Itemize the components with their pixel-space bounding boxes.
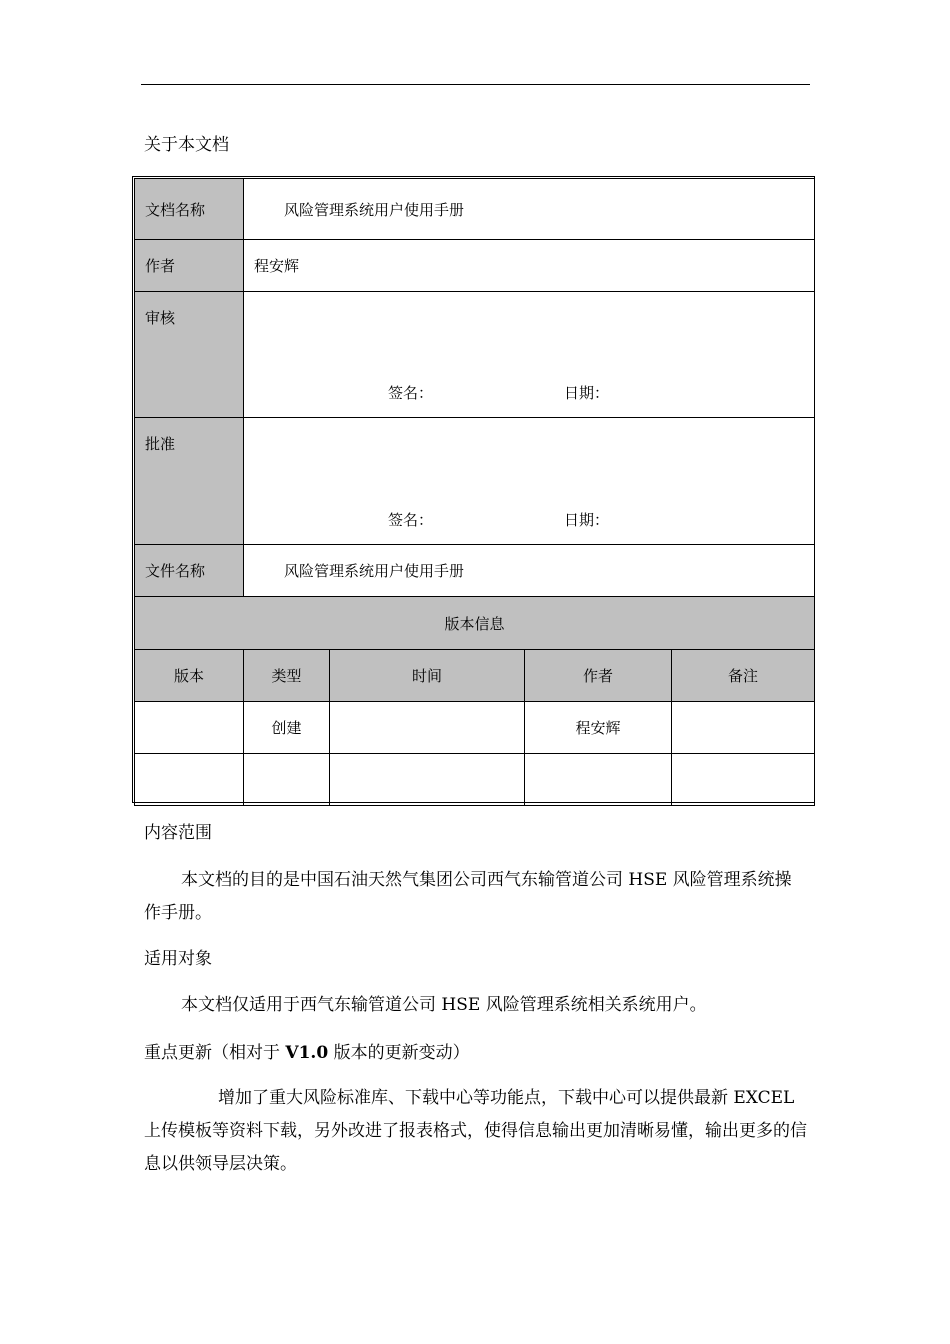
approve-date-label: 日期： (564, 510, 610, 529)
table-cell (525, 754, 672, 806)
approve-label: 批准 (135, 418, 244, 545)
audience-text: 本文档仅适用于西气东输管道公司 HSE 风险管理系统相关系统用户。 (181, 995, 707, 1015)
version-table (134, 596, 815, 806)
audience-heading: 适用对象 (144, 949, 212, 969)
updates-heading (144, 1042, 470, 1064)
review-cell (244, 292, 815, 418)
author-value: 程安辉 (244, 240, 815, 292)
table-cell (330, 702, 525, 754)
author-label: 作者 (135, 240, 244, 292)
version-header-notes: 备注 (672, 650, 815, 702)
scope-heading: 内容范围 (144, 823, 212, 843)
version-header-author: 作者 (525, 650, 672, 702)
review-sign-label: 签名： (388, 384, 434, 402)
doc-name-label: 文档名称 (135, 179, 244, 240)
review-date-label: 日期： (564, 384, 610, 402)
document-info-table (134, 178, 815, 597)
scope-text: 本文档的目的是中国石油天然气集团公司西气东输管道公司 HSE 风险管理系统操作手册。 (144, 870, 792, 923)
table-cell (672, 754, 815, 806)
updates-text: 增加了重大风险标准库、下载中心等功能点，下载中心可以提供最新 EXCEL 上传模板等资料下载，另外改进了报表格式，使得信息输出更加清晰易懂，输出更多的信息以供领导层决策。 (144, 1088, 807, 1174)
updates-heading-version: V1.0 (285, 1043, 329, 1063)
table-cell (244, 754, 330, 806)
version-header-type: 类型 (244, 650, 330, 702)
table-row (135, 754, 815, 806)
updates-heading-prefix: 重点更新（相对于 (144, 1043, 286, 1063)
approve-sign-label: 签名： (388, 510, 434, 529)
version-header-version: 版本 (135, 650, 244, 702)
version-header-time: 时间 (330, 650, 525, 702)
review-label: 审核 (135, 292, 244, 418)
file-name-value: 风险管理系统用户使用手册 (244, 545, 815, 597)
table-cell: 创建 (244, 702, 330, 754)
header-rule (141, 84, 810, 85)
table-cell: 程安辉 (525, 702, 672, 754)
doc-name-value: 风险管理系统用户使用手册 (244, 179, 815, 240)
table-cell (672, 702, 815, 754)
version-table-title: 版本信息 (135, 597, 815, 650)
table-cell (330, 754, 525, 806)
updates-heading-suffix: 版本的更新变动） (328, 1043, 470, 1063)
table-row (135, 702, 815, 754)
table-cell (135, 754, 244, 806)
file-name-label: 文件名称 (135, 545, 244, 597)
approve-cell (244, 418, 815, 545)
table-cell (135, 702, 244, 754)
about-heading: 关于本文档 (144, 135, 229, 155)
